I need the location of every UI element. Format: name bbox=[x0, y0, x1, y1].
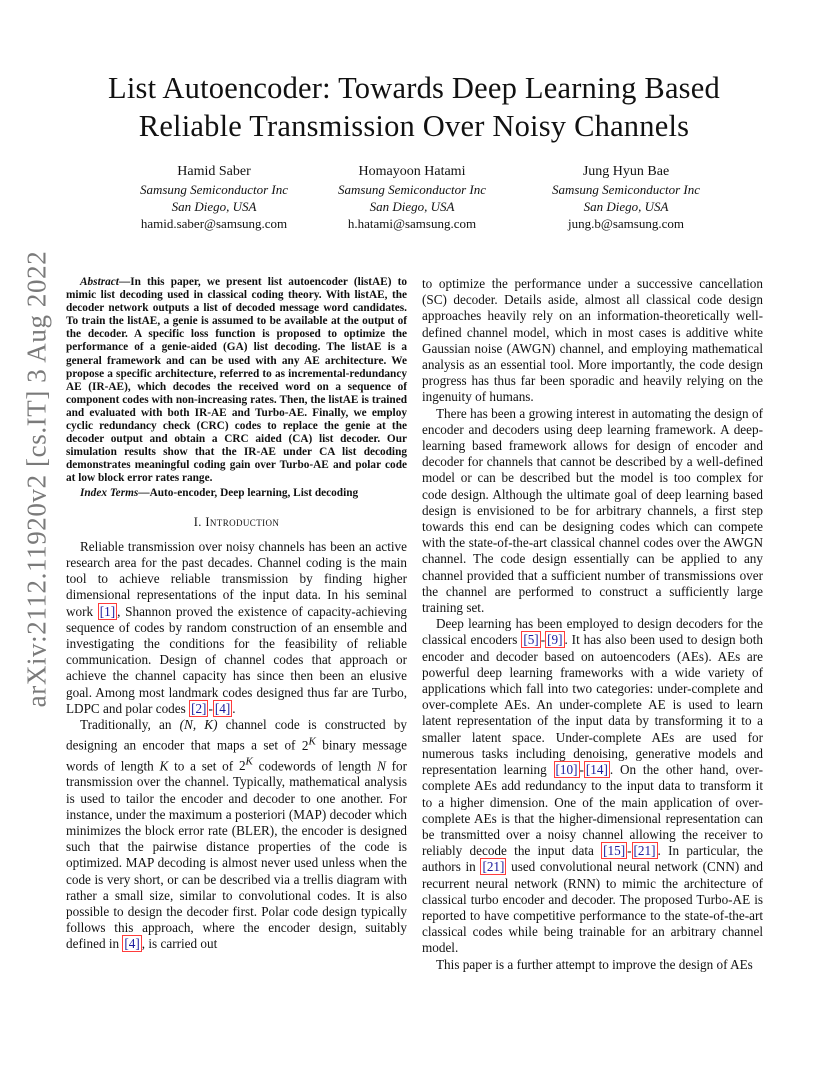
math-exponent: K bbox=[308, 735, 316, 748]
paragraph-text: codewords of length bbox=[252, 758, 378, 774]
author-email[interactable]: hamid.saber@samsung.com bbox=[140, 216, 288, 231]
math-power bbox=[238, 755, 253, 774]
paragraph-text: Deep learning has been employed to design decoders for the classical encoders bbox=[422, 616, 763, 648]
index-terms bbox=[66, 487, 407, 500]
paragraph-text: . In particular, the authors in bbox=[422, 843, 763, 875]
citation-link[interactable]: [5] bbox=[523, 632, 539, 648]
abstract-text: —In this paper, we present list autoencoder (listAE) to mimic list decoding used in classical coding theory. With listAE, the decoder network outputs a list of decoded message word candidates. To train the listAE, a genie is assumed to be available at the output of the decoder. A specific loss function is proposed to optimize the performance of a genie-aided (GA) list decoding. The listAE is a general framework and can be used with any AE architecture. We propose a specific architecture, referred to as incremental-redundancy AE (IR-AE), which decodes the received word on a sequence of component codes with non-increasing rates. Then, the listAE is trained and evaluated with both IR-AE and Turbo-AE. Finally, we employ cyclic redundancy check (CRC) codes to replace the genie at the decoder output and obtain a CRC aided (CA) list decoder. Our simulation results show that the IR-AE under CA list decoding demonstrates meaningful coding gain over Turbo-AE and polar code at low block error rates range. bbox=[66, 276, 407, 485]
paragraph bbox=[422, 616, 763, 956]
sentence-end: . bbox=[232, 700, 236, 716]
math-var: N bbox=[377, 758, 386, 774]
citation-link[interactable]: [1] bbox=[99, 603, 116, 619]
paragraph-text: Traditionally, an bbox=[80, 717, 180, 733]
author-email[interactable]: jung.b@samsung.com bbox=[568, 216, 684, 231]
paragraph: This paper is a further attempt to improve the design of AEs bbox=[436, 956, 753, 972]
math-base: 2 bbox=[301, 737, 309, 753]
citation-dash: - bbox=[627, 843, 632, 859]
paragraph bbox=[66, 717, 407, 953]
section-heading bbox=[66, 514, 407, 530]
paragraph-text: binary message words of length bbox=[66, 737, 408, 774]
section-numeral: I. bbox=[193, 514, 202, 529]
math-exponent: K bbox=[245, 755, 253, 768]
left-column bbox=[66, 276, 407, 953]
index-terms-text: —Auto-encoder, Deep learning, List decoding bbox=[138, 486, 359, 499]
citation-link[interactable]: [14] bbox=[585, 762, 608, 778]
citation-link[interactable]: [15] bbox=[603, 843, 626, 859]
author-affiliation: Samsung Semiconductor Inc bbox=[551, 182, 701, 197]
paragraph-text: . On the other hand, over-complete AEs add redundancy to the input data to transform it to a higher dimension. One of the main application of over-complete AEs is that the higher-dimensional representation can be transmitted over a noisy channel allowing the receiver to reliably decode the input data bbox=[422, 762, 763, 859]
citation-link[interactable]: [9] bbox=[547, 632, 563, 648]
author-name: Hamid Saber bbox=[177, 164, 251, 179]
author-affiliation: Samsung Semiconductor Inc bbox=[337, 182, 487, 197]
citation-link[interactable]: [21] bbox=[482, 859, 505, 875]
paper-title: List Autoencoder: Towards Deep Learning Based Reliable Transmission Over Noisy Channels bbox=[108, 71, 720, 143]
math-power bbox=[301, 735, 316, 753]
citation-link[interactable]: [2] bbox=[191, 700, 207, 716]
math-code-params: (N, K) bbox=[179, 717, 218, 733]
author-affiliation: Samsung Semiconductor Inc bbox=[139, 182, 289, 197]
paragraph-text: for transmission over the channel. Typically, mathematical analysis is used to tailor the encoder and decoder to one another. For instance, under the maximum a posteriori (MAP) decoder which minimizes the block error rate (BLER), the encoder is designed such that the pairwise distance properties of the code is optimized. MAP decoding is almost never used unless when the code is very short, or can be described via a trellis diagram with rather a small size, similar to convolutional codes. It is also possible to design the decoder first. Polar code design typically follows this approach, where the encoder design, suitably defined in bbox=[66, 758, 408, 952]
citation-link[interactable]: [4] bbox=[214, 700, 231, 716]
paragraph-text: Reliable transmission over noisy channels has been an active research area for the past decades. Channel coding is the main tool to achieve reliable transmission by finding higher dimensional representations of the input data. In his seminal work bbox=[66, 538, 407, 619]
paragraph-text: channel code is constructed by designing an encoder that maps a set of bbox=[66, 717, 407, 753]
paragraph bbox=[66, 539, 407, 717]
paragraph-text: , Shannon proved the existence of capacity-achieving sequence of codes by random construction of an ensemble and investigating the conditions for the feasibility of reliable communication. Design of channel codes that approach or achieve the channel capacity has since then been an elusive goal. Among most landmark codes designed thus far are Turbo, LDPC and polar codes bbox=[66, 603, 408, 716]
paragraph-text: to a set of bbox=[168, 758, 239, 774]
author-block bbox=[506, 163, 746, 232]
math-base: 2 bbox=[238, 758, 246, 774]
citation-link[interactable]: [21] bbox=[633, 843, 656, 859]
author-name: Jung Hyun Bae bbox=[582, 164, 670, 179]
author-location: San Diego, USA bbox=[369, 199, 455, 214]
author-block bbox=[292, 163, 532, 232]
citation-dash: - bbox=[208, 700, 213, 716]
index-terms-label: Index Terms bbox=[80, 486, 139, 499]
arxiv-identifier[interactable]: arXiv:2112.11920v2 [cs.IT] 3 Aug 2022 bbox=[21, 250, 52, 708]
abstract bbox=[66, 276, 407, 486]
author-location: San Diego, USA bbox=[583, 199, 669, 214]
paragraph-text: , is carried out bbox=[141, 936, 218, 952]
paragraph-text: used convolutional neural network (CNN) and recurrent neural network (RNN) to mimic the architecture of classical turbo encoder and decoder. The proposed Turbo-AE is reported to have competitive performance to the state-of-the-art classical codes while being trainable for an arbitrary channel model. bbox=[422, 859, 763, 956]
citation-link[interactable]: [10] bbox=[555, 762, 578, 778]
author-name: Homayoon Hatami bbox=[358, 164, 466, 179]
section-title: Introduction bbox=[205, 514, 280, 529]
paragraph: to optimize the performance under a successive cancellation (SC) decoder. Details aside, almost all classical code design approaches heavily rely on an information-theoretically well-defined channel model, which in most cases is additive white Gaussian noise (AWGN) channel, and employing mathematical analysis as an essential tool. More importantly, the code design progress has thus far been sporadic and heavily relying on the ingenuity of humans. bbox=[422, 276, 763, 405]
citation-link[interactable]: [4] bbox=[124, 936, 140, 952]
author-location: San Diego, USA bbox=[171, 199, 257, 214]
abstract-label: Abstract bbox=[80, 276, 119, 288]
citation-dash: - bbox=[579, 762, 584, 778]
author-email[interactable]: h.hatami@samsung.com bbox=[347, 216, 477, 231]
math-var: K bbox=[159, 758, 169, 774]
paragraph-text: . It has also been used to design both encoder and decoder based on autoencoders (AEs). AEs are powerful deep learning frameworks with a wide variety of applications which fall into two categories: under-complete and over-complete AEs. An under-complete AE is used to learn latent representation of the input data by transforming it to a smaller latent space. Under-complete AEs are used for numerous tasks including denoising, generative models and representation learning bbox=[422, 632, 763, 778]
citation-dash: - bbox=[540, 632, 546, 648]
paragraph: There has been a growing interest in automating the design of encoder and decoders using deep learning framework. A deep-learning based framework allows for design of encoder and decoder for channels that cannot be described by a well-defined model or can be described but the model is too complex for code design. Although the ultimate goal of deep learning based design is envisioned to be for arbitrary channels, a first step towards this end can be designing codes which can compete with the state-of-the-art classical channel codes over the AWGN channel. The code design essentially can be applied to any channel provided that a sufficient number of transmissions over the channel are performed to construct a sufficiently large training set. bbox=[422, 405, 763, 616]
right-column bbox=[422, 276, 763, 973]
